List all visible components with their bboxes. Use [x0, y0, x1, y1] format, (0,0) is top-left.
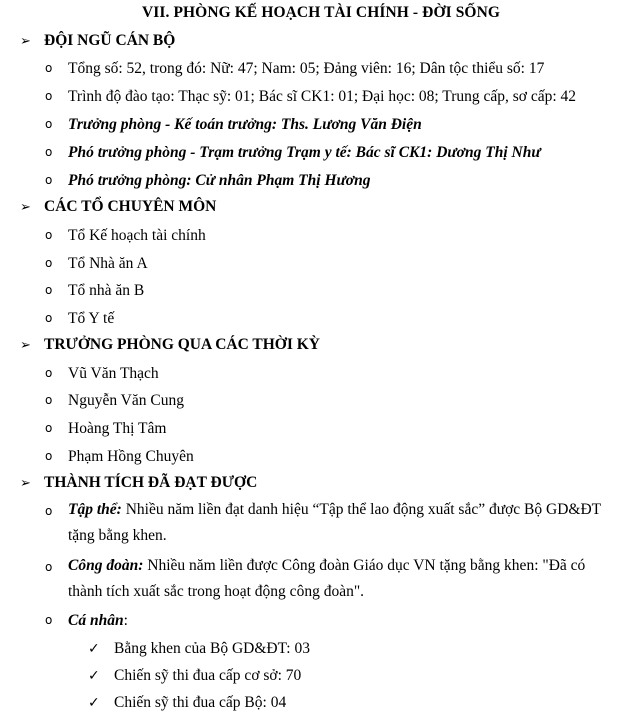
circle-bullet-icon: o	[45, 421, 53, 435]
circle-bullet-icon: o	[45, 228, 53, 242]
list-item: o Trưởng phòng - Kế toán trưởng: Ths. Lương Văn Điện	[45, 116, 422, 133]
list-item: o Trình độ đào tạo: Thạc sỹ: 01; Bác sĩ CK1: 01; Đại học: 08; Trung cấp, sơ cấp: 42	[45, 88, 577, 105]
circle-bullet-icon: o	[45, 504, 53, 518]
achievement-label: Cá nhân	[68, 612, 124, 629]
section-heading-label: THÀNH TÍCH ĐÃ ĐẠT ĐƯỢC	[44, 474, 258, 491]
list-item: o Tổ Nhà ăn A	[45, 255, 148, 272]
personal-award-item: ✓ Chiến sỹ thi đua cấp cơ sở: 70	[88, 667, 302, 684]
arrowhead-bullet-icon: ➢	[20, 33, 31, 49]
list-item: o Hoàng Thị Tâm	[45, 420, 167, 437]
achievement-item	[45, 553, 623, 605]
circle-bullet-icon: o	[45, 366, 53, 380]
achievement-item	[45, 612, 128, 630]
list-item: o Tổ nhà ăn B	[45, 282, 145, 299]
circle-bullet-icon: o	[45, 173, 53, 187]
circle-bullet-icon: o	[45, 393, 53, 407]
achievement-text: Nhiều năm liền đạt danh hiệu “Tập thể lao động xuất sắc” được Bộ GD&ĐT tặng bằng khen.	[68, 501, 601, 544]
section-heading-heads	[20, 336, 320, 354]
check-mark-icon: ✓	[88, 695, 100, 711]
section-heading-label: CÁC TỔ CHUYÊN MÔN	[44, 198, 217, 215]
achievement-text: Nhiều năm liền được Công đoàn Giáo dục VN tặng bằng khen: "Đã có thành tích xuất sắc trong hoạt động công đoàn".	[68, 557, 586, 600]
list-item: o Phó trưởng phòng - Trạm trưởng Trạm y tế: Bác sĩ CK1: Dương Thị Như	[45, 144, 541, 161]
list-item: o Vũ Văn Thạch	[45, 365, 159, 382]
list-item: o Tổng số: 52, trong đó: Nữ: 47; Nam: 05; Đảng viên: 16; Dân tộc thiểu số: 17	[45, 60, 545, 77]
personal-award-item: ✓ Chiến sỹ thi đua cấp Bộ: 04	[88, 694, 287, 711]
circle-bullet-icon: o	[45, 61, 53, 75]
list-item: o Phạm Hồng Chuyên	[45, 448, 194, 465]
arrowhead-bullet-icon: ➢	[20, 337, 31, 353]
arrowhead-bullet-icon: ➢	[20, 199, 31, 215]
list-item: o Nguyễn Văn Cung	[45, 392, 184, 409]
list-item: o Tổ Kế hoạch tài chính	[45, 227, 206, 244]
section-heading-staff	[20, 32, 175, 50]
circle-bullet-icon: o	[45, 449, 53, 463]
circle-bullet-icon: o	[45, 311, 53, 325]
document-title: VII. PHÒNG KẾ HOẠCH TÀI CHÍNH - ĐỜI SỐNG	[141, 4, 501, 21]
circle-bullet-icon: o	[45, 117, 53, 131]
achievement-text: :	[123, 612, 128, 629]
personal-award-item: ✓ Bằng khen của Bộ GD&ĐT: 03	[88, 640, 310, 657]
section-heading-achievements	[20, 474, 257, 492]
circle-bullet-icon: o	[45, 613, 53, 627]
section-heading-label: TRƯỞNG PHÒNG QUA CÁC THỜI KỲ	[44, 336, 321, 353]
circle-bullet-icon: o	[45, 89, 53, 103]
arrowhead-bullet-icon: ➢	[20, 475, 31, 491]
achievement-item	[45, 497, 623, 549]
check-mark-icon: ✓	[88, 641, 100, 657]
list-item: o Tổ Y tế	[45, 310, 115, 327]
circle-bullet-icon: o	[45, 256, 53, 270]
achievement-label: Tập thể:	[68, 501, 122, 518]
circle-bullet-icon: o	[45, 560, 53, 574]
achievement-label: Công đoàn:	[68, 557, 144, 574]
list-item: o Phó trưởng phòng: Cử nhân Phạm Thị Hương	[45, 172, 371, 189]
section-heading-label: ĐỘI NGŨ CÁN BỘ	[44, 32, 176, 49]
check-mark-icon: ✓	[88, 668, 100, 684]
circle-bullet-icon: o	[45, 283, 53, 297]
circle-bullet-icon: o	[45, 145, 53, 159]
section-heading-departments	[20, 198, 216, 216]
